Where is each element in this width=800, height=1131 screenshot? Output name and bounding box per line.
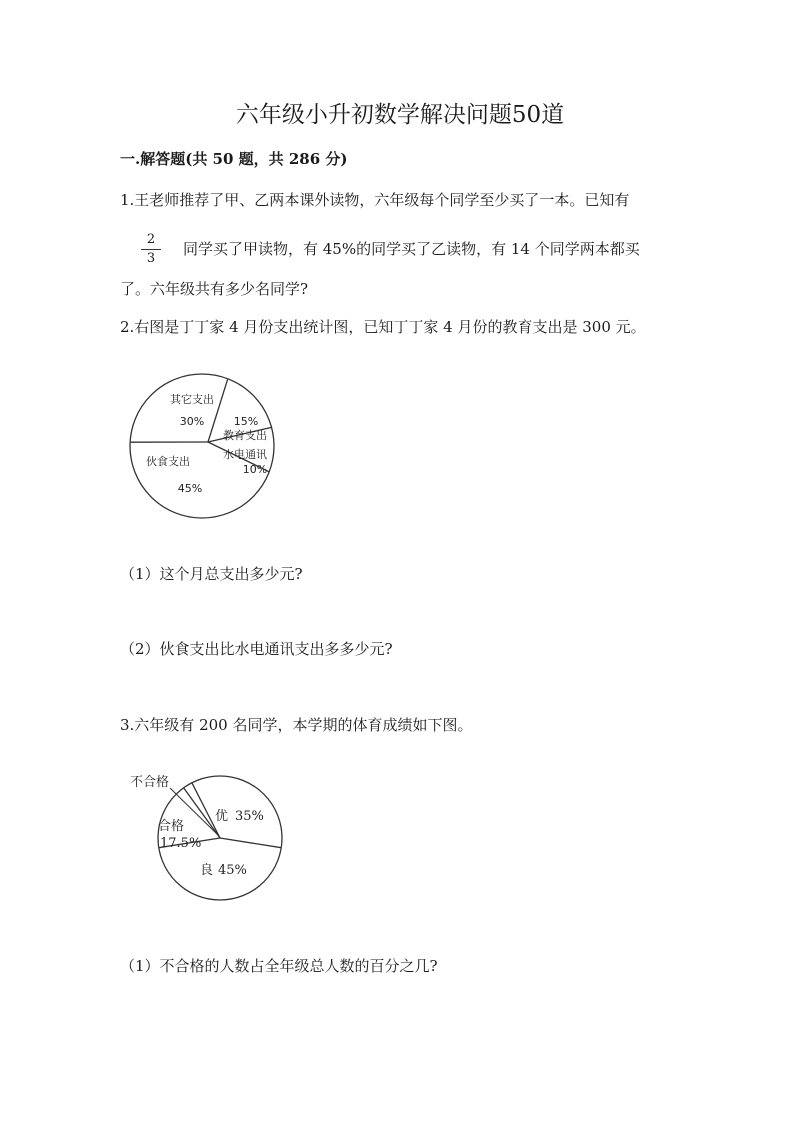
slice-pct-excellent: 35% [235,809,264,824]
slice-label-good: 良 [200,863,214,878]
q1-fraction [141,233,161,266]
q2-pie-chart [120,370,290,530]
q2-sub2: （2）伙食支出比水电通讯支出多多少元? [120,640,393,658]
slice-label-pass: 合格 [158,819,185,834]
pie-divider [220,838,281,848]
slice-label-food: 伙食支出 [146,455,190,468]
slice-label-other: 其它支出 [170,393,214,406]
slice-label-fail: 不合格 [130,775,170,790]
slice-pct-utilities: 10% [242,463,268,476]
q1-line2: 同学买了甲读物，有 45%的同学买了乙读物，有 14 个同学两本都买 [183,240,640,258]
q3-sub1: （1）不合格的人数占全年级总人数的百分之几? [120,957,438,975]
slice-pct-pass: 17.5% [160,836,202,851]
q3-pie-chart [120,768,300,918]
q2-sub1: （1）这个月总支出多少元? [120,565,303,583]
slice-label-utilities: 水电通讯 [223,448,267,461]
slice-pct-good: 45% [218,863,247,878]
q1-line3: 了。六年级共有多少名同学? [120,280,309,298]
slice-label-excellent: 优 [215,809,229,824]
slice-label-education: 教育支出 [223,429,267,442]
slice-pct-education: 15% [233,415,259,428]
section-heading: 一.解答题(共 50 题，共 286 分) [120,150,348,168]
fraction-numerator: 2 [146,232,156,247]
q2-text: 2.右图是丁丁家 4 月份支出统计图，已知丁丁家 4 月份的教育支出是 300 元。 [120,318,646,336]
page-title: 六年级小升初数学解决问题50道 [235,102,565,128]
q1-line1: 1.王老师推荐了甲、乙两本课外读物，六年级每个同学至少买了一本。已知有 [120,191,630,209]
q3-text: 3.六年级有 200 名同学，本学期的体育成绩如下图。 [120,716,473,734]
slice-pct-other: 30% [179,415,205,428]
slice-pct-food: 45% [177,482,203,495]
fraction-bar [141,249,161,250]
fraction-denominator: 3 [146,251,156,266]
